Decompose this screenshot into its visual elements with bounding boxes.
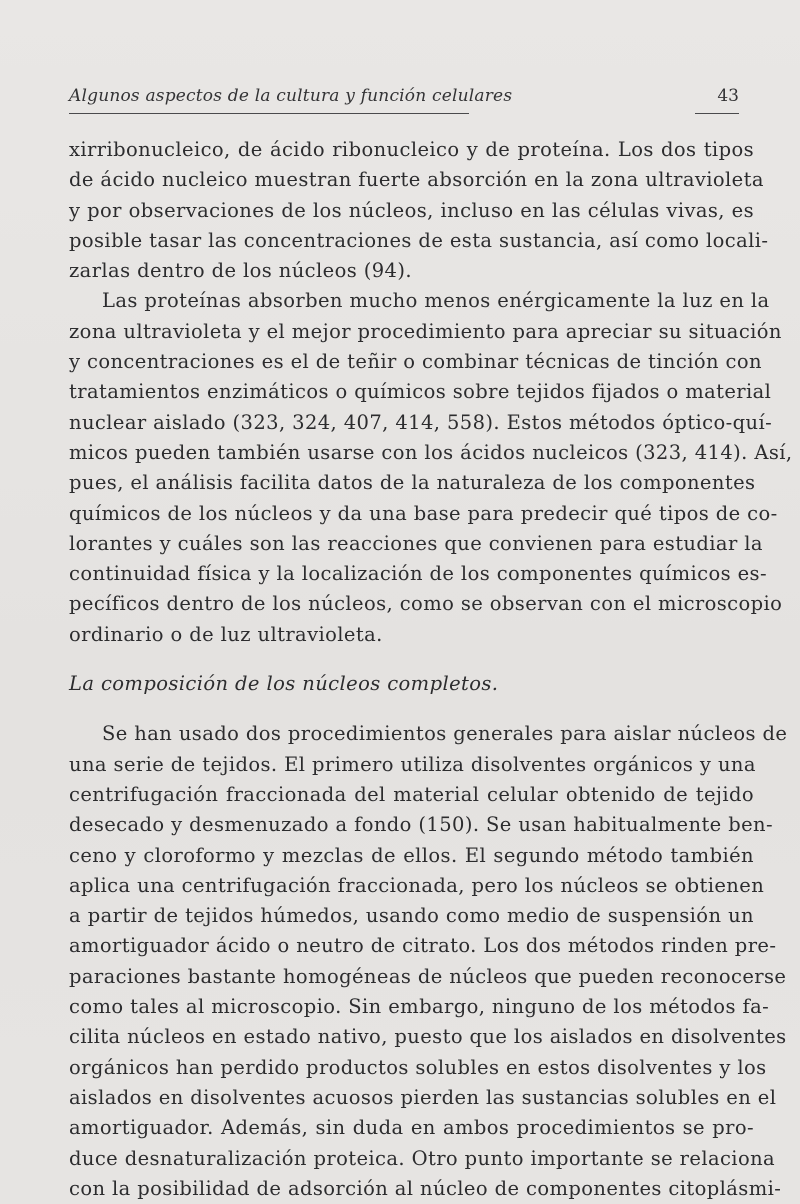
text-line: paraciones bastante homogéneas de núcleos que pueden reconocerse: [69, 964, 787, 988]
running-head: [69, 86, 739, 116]
text-line: Las proteínas absorben mucho menos enérgicamente la luz en la: [102, 289, 770, 313]
text-line: tratamientos enzimáticos o químicos sobre tejidos fijados o material: [69, 380, 772, 404]
text-line: Se han usado dos procedimientos generales para aislar núcleos de: [102, 722, 788, 746]
paragraph-1: [69, 135, 769, 286]
paragraph-3: [69, 719, 788, 1204]
text-line: continuidad física y la localización de los componentes químicos es-: [69, 562, 767, 586]
text-line: zona ultravioleta y el mejor procedimiento para apreciar su situación: [69, 319, 782, 343]
header-rule: [69, 113, 469, 114]
text-line: con la posibilidad de adsorción al núcleo de componentes citoplásmi-: [69, 1176, 782, 1200]
text-line: cilita núcleos en estado nativo, puesto que los aislados en disolventes: [69, 1025, 787, 1049]
text-line: centrifugación fraccionada del material celular obtenido de tejido: [69, 782, 754, 806]
running-title: Algunos aspectos de la cultura y función celulares: [69, 86, 513, 106]
text-line: lorantes y cuáles son las reacciones que convienen para estudiar la: [69, 531, 763, 555]
text-line: aislados en disolventes acuosos pierden las sustancias solubles en el: [69, 1085, 777, 1109]
text-line: nuclear aislado (323, 324, 407, 414, 558). Estos métodos óptico-quí-: [69, 410, 773, 434]
header-rule-right: [695, 113, 739, 114]
text-line: pues, el análisis facilita datos de la naturaleza de los componentes: [69, 471, 756, 495]
text-line: desecado y desmenuzado a fondo (150). Se usan habitualmente ben-: [69, 813, 773, 837]
text-line: pecíficos dentro de los núcleos, como se observan con el microscopio: [69, 592, 783, 616]
section-heading: La composición de los núcleos completos.: [69, 672, 499, 696]
text-line: micos pueden también usarse con los ácidos nucleicos (323, 414). Así,: [69, 440, 793, 464]
text-line: ordinario o de luz ultravioleta.: [69, 622, 383, 646]
text-line: y por observaciones de los núcleos, incluso en las células vivas, es: [69, 198, 754, 222]
text-line: como tales al microscopio. Sin embargo, ninguno de los métodos fa-: [69, 995, 770, 1019]
text-line: amortiguador. Además, sin duda en ambos procedimientos se pro-: [69, 1116, 754, 1140]
text-line: y concentraciones es el de teñir o combinar técnicas de tinción con: [69, 350, 762, 374]
text-line: orgánicos han perdido productos solubles en estos disolventes y los: [69, 1055, 767, 1079]
text-line: ceno y cloroformo y mezclas de ellos. El segundo método también: [69, 843, 754, 867]
body-text: [69, 135, 793, 1204]
text-line: a partir de tejidos húmedos, usando como medio de suspensión un: [69, 904, 754, 928]
text-line: posible tasar las concentraciones de esta sustancia, así como locali-: [69, 228, 769, 252]
text-line: químicos de los núcleos y da una base para predecir qué tipos de co-: [69, 501, 778, 525]
text-line: de ácido nucleico muestran fuerte absorción en la zona ultravioleta: [69, 168, 764, 192]
text-line: xirribonucleico, de ácido ribonucleico y de proteína. Los dos tipos: [69, 138, 754, 161]
text-line: aplica una centrifugación fraccionada, pero los núcleos se obtienen: [69, 873, 765, 897]
text-line: amortiguador ácido o neutro de citrato. Los dos métodos rinden pre-: [69, 934, 777, 958]
text-line: zarlas dentro de los núcleos (94).: [69, 259, 412, 283]
text-line: duce desnaturalización proteica. Otro punto importante se relaciona: [69, 1146, 776, 1170]
page-number: 43: [717, 86, 739, 106]
text-line: una serie de tejidos. El primero utiliza disolventes orgánicos y una: [69, 752, 756, 776]
paragraph-2: [69, 286, 793, 650]
